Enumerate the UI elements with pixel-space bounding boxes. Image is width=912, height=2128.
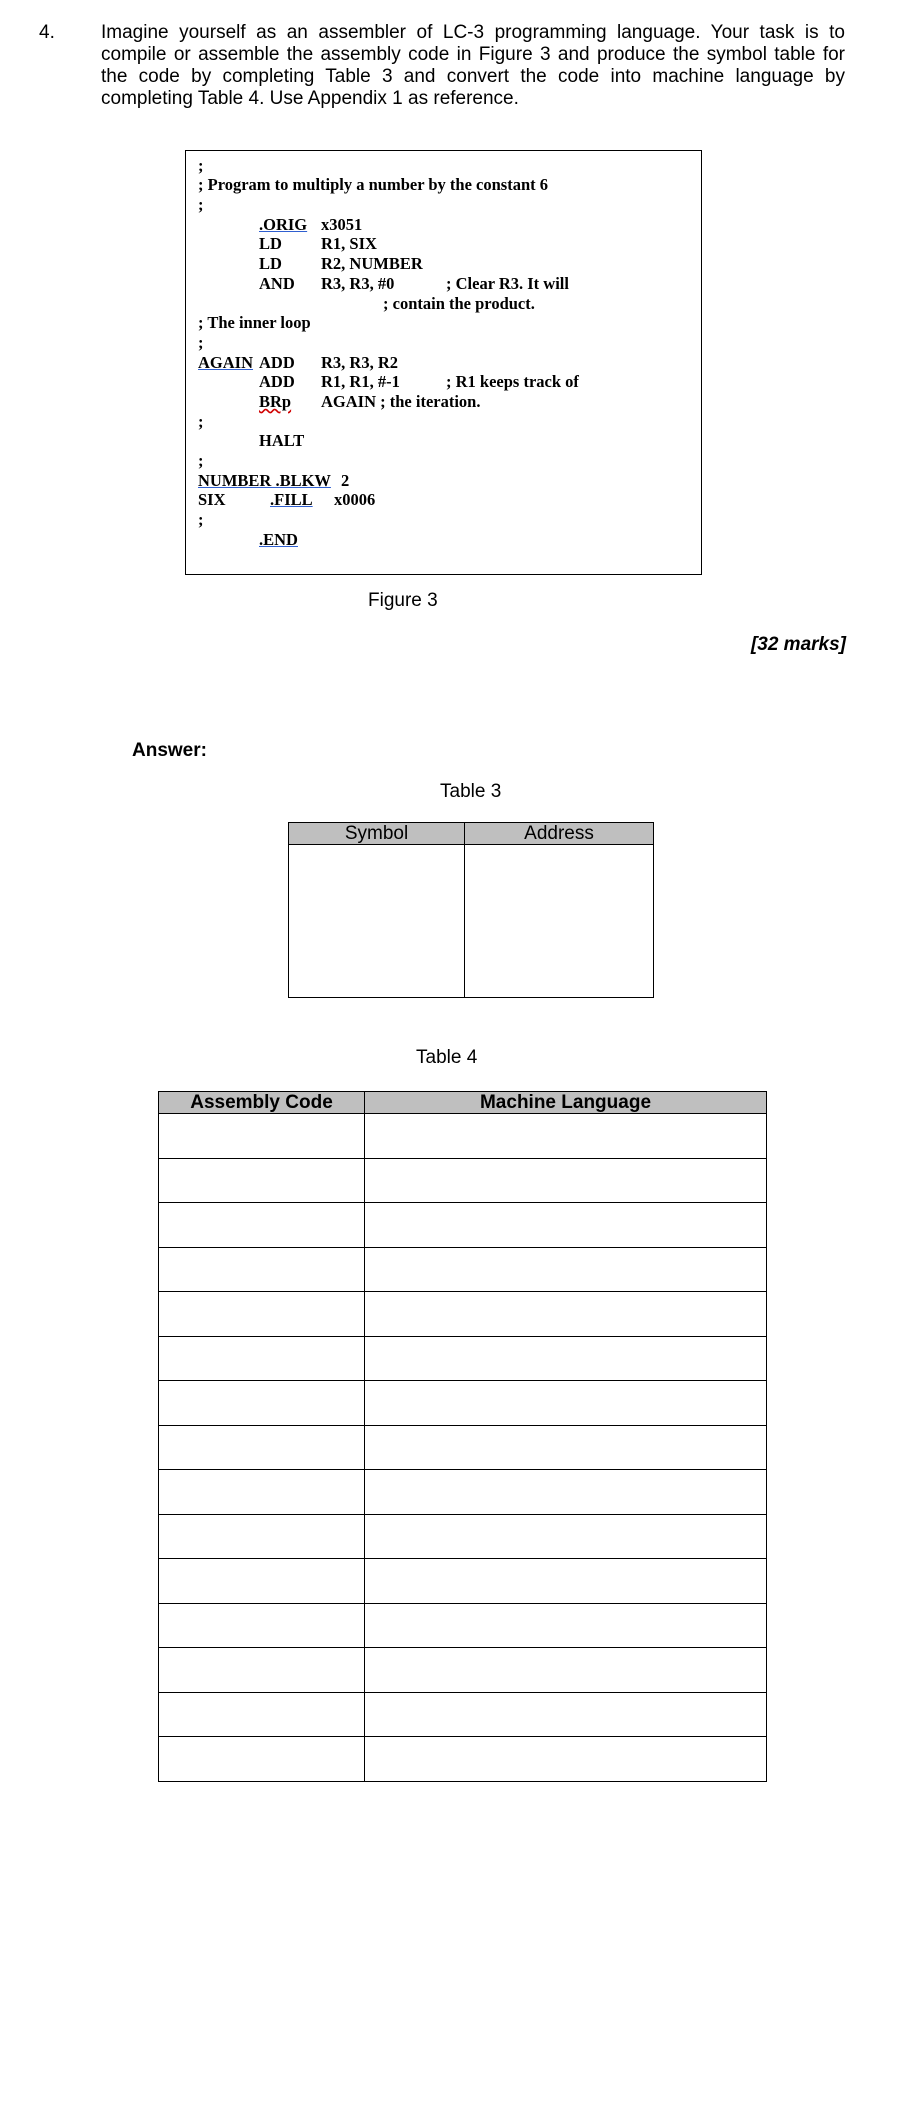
assembly-code-cell[interactable] — [159, 1247, 365, 1292]
table-row — [159, 1425, 767, 1470]
code-opcode: ADD — [259, 372, 295, 391]
assembly-code-cell[interactable] — [159, 1692, 365, 1737]
table-row — [159, 1336, 767, 1381]
machine-language-cell[interactable] — [365, 1203, 767, 1248]
code-opcode: AND — [259, 274, 295, 293]
machine-language-cell[interactable] — [365, 1292, 767, 1337]
table-4 — [158, 1091, 767, 1782]
table-row — [159, 1203, 767, 1248]
assembly-code-cell[interactable] — [159, 1470, 365, 1515]
code-label: AGAIN — [198, 353, 254, 372]
assembly-code-cell[interactable] — [159, 1514, 365, 1559]
table-3-address-cell[interactable] — [465, 845, 654, 998]
machine-language-cell[interactable] — [365, 1603, 767, 1648]
figure-caption: Figure 3 — [368, 590, 438, 611]
code-operands: R3, R3, #0 — [321, 274, 395, 293]
code-fill-directive: .FILL — [270, 490, 313, 509]
question-number: 4. — [39, 22, 55, 43]
assembly-code-cell[interactable] — [159, 1559, 365, 1604]
code-opcode: LD — [259, 234, 282, 253]
code-operands: x0006 — [334, 490, 376, 509]
machine-language-cell[interactable] — [365, 1737, 767, 1782]
code-operands: R1, SIX — [321, 234, 377, 253]
code-line: ; — [198, 451, 204, 470]
code-line: ; Program to multiply a number by the constant 6 — [198, 175, 549, 194]
answer-label: Answer: — [132, 740, 207, 761]
table-3-symbol-cell[interactable] — [289, 845, 465, 998]
table-row — [159, 1381, 767, 1426]
machine-language-cell[interactable] — [365, 1114, 767, 1159]
assembly-code-cell[interactable] — [159, 1381, 365, 1426]
table-row — [159, 1470, 767, 1515]
assembly-code-cell[interactable] — [159, 1648, 365, 1693]
code-opcode: ADD — [259, 353, 295, 372]
code-operands: R3, R3, R2 — [321, 353, 398, 372]
code-comment: ; contain the product. — [383, 294, 535, 313]
table-3-header-symbol: Symbol — [289, 823, 465, 845]
code-line: ; — [198, 156, 204, 175]
code-operands: R2, NUMBER — [321, 254, 423, 273]
code-operands: AGAIN ; the iteration. — [321, 392, 481, 411]
assembly-code-cell[interactable] — [159, 1336, 365, 1381]
assembly-code-cell[interactable] — [159, 1737, 365, 1782]
code-operands: R1, R1, #-1 — [321, 372, 400, 391]
machine-language-cell[interactable] — [365, 1336, 767, 1381]
assembly-code-cell[interactable] — [159, 1603, 365, 1648]
assembly-code-cell[interactable] — [159, 1425, 365, 1470]
figure-3-code-box — [185, 150, 702, 575]
assembly-code-cell[interactable] — [159, 1292, 365, 1337]
machine-language-cell[interactable] — [365, 1247, 767, 1292]
table-4-header-machine: Machine Language — [365, 1092, 767, 1114]
machine-language-cell[interactable] — [365, 1648, 767, 1693]
table-row — [159, 1514, 767, 1559]
code-line: ; The inner loop — [198, 313, 311, 332]
table-row — [159, 1247, 767, 1292]
marks-label: [32 marks] — [750, 634, 846, 655]
machine-language-cell[interactable] — [365, 1425, 767, 1470]
code-comment: ; Clear R3. It will — [446, 274, 569, 293]
code-orig-directive: .ORIG — [259, 215, 308, 234]
table-row — [159, 1737, 767, 1782]
assembly-code-cell[interactable] — [159, 1114, 365, 1159]
code-orig-value: x3051 — [321, 215, 363, 234]
code-line: ; — [198, 195, 204, 214]
code-end-directive: .END — [259, 530, 298, 549]
table-4-caption: Table 4 — [416, 1047, 478, 1068]
machine-language-cell[interactable] — [365, 1514, 767, 1559]
code-line: ; — [198, 510, 204, 529]
code-halt: HALT — [259, 431, 305, 450]
table-4-header-assembly: Assembly Code — [159, 1092, 365, 1114]
code-label: NUMBER .BLKW — [198, 471, 331, 490]
table-row — [159, 1114, 767, 1159]
code-opcode: BRp — [259, 392, 292, 411]
table-3-caption: Table 3 — [440, 781, 502, 802]
code-label: SIX — [198, 490, 226, 509]
question-text: Imagine yourself as an assembler of LC-3 programming language. Your task is to compile or assemble the assembly code in Figure 3 and produce the symbol table for the code by completing Table 3 and convert the code into machine language by completing Table 4. Use Appendix 1 as reference. — [101, 22, 845, 109]
code-operands: 2 — [341, 471, 350, 490]
table-3-header-address: Address — [465, 823, 654, 845]
code-line: ; — [198, 333, 204, 352]
machine-language-cell[interactable] — [365, 1381, 767, 1426]
table-row — [159, 1158, 767, 1203]
table-row — [159, 1692, 767, 1737]
code-opcode: LD — [259, 254, 282, 273]
table-3 — [288, 822, 654, 998]
assembly-code-cell[interactable] — [159, 1203, 365, 1248]
machine-language-cell[interactable] — [365, 1559, 767, 1604]
code-line: ; — [198, 412, 204, 431]
table-row — [159, 1559, 767, 1604]
table-row — [159, 1648, 767, 1693]
table-row — [159, 1292, 767, 1337]
machine-language-cell[interactable] — [365, 1158, 767, 1203]
machine-language-cell[interactable] — [365, 1470, 767, 1515]
assembly-code-cell[interactable] — [159, 1158, 365, 1203]
table-row — [159, 1603, 767, 1648]
code-comment: ; R1 keeps track of — [446, 372, 579, 391]
machine-language-cell[interactable] — [365, 1692, 767, 1737]
